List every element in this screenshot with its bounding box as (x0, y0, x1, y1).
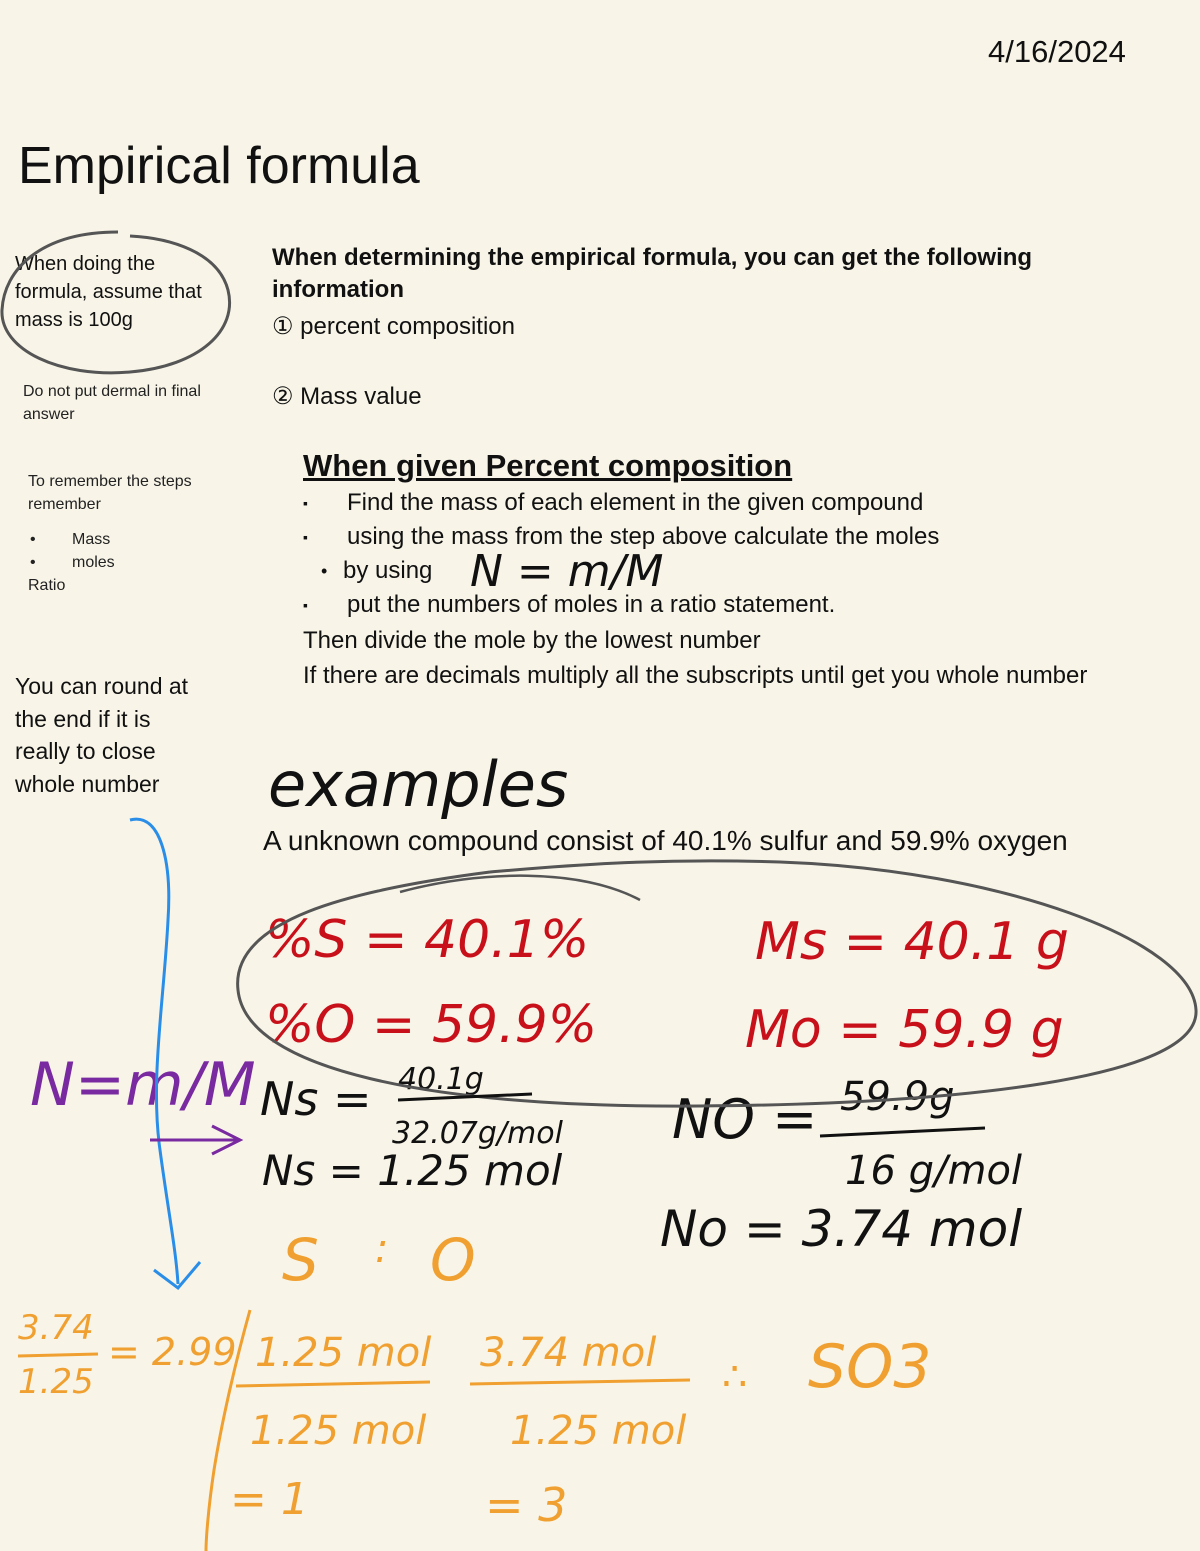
ratio-o-result: = 3 (485, 1478, 568, 1532)
moles-sulfur-denominator: 32.07g/mol (392, 1116, 563, 1151)
ratio-oxygen: O (430, 1226, 476, 1294)
moles-oxygen-result: No = 3.74 mol (660, 1200, 1023, 1258)
date: 4/16/2024 (988, 34, 1126, 69)
step-item: ▪ using the mass from the step above calculate the moles (303, 520, 1163, 554)
ratio-o-bar (470, 1380, 690, 1384)
section-heading: When given Percent composition (303, 448, 793, 483)
moles-oxygen-denominator: 16 g/mol (845, 1148, 1023, 1194)
therefore-symbol: ∴ (722, 1354, 748, 1400)
example-problem: A unknown compound consist of 40.1% sulfur and 59.9% oxygen (263, 825, 1068, 856)
moles-sulfur-numerator: 40.1g (398, 1062, 484, 1097)
page-title: Empirical formula (18, 137, 420, 195)
step-item: ▪ Find the mass of each element in the given compound (303, 486, 1163, 520)
section-line-decimals: If there are decimals multiply all the subscripts until get you whole number (303, 662, 1088, 689)
side-division-denominator: 1.25 (18, 1362, 94, 1402)
percent-sulfur: %S = 40.1% (265, 910, 590, 970)
step-item: • by using (303, 554, 1163, 588)
percent-oxygen: %O = 59.9% (265, 995, 598, 1055)
sidebar-steps-item: • Mass (30, 531, 111, 548)
mass-oxygen: Mo = 59.9 g (745, 1000, 1064, 1060)
ratio-o-numerator: 3.74 mol (480, 1330, 657, 1376)
ratio-sulfur: S (282, 1226, 319, 1294)
intro-lead: When determining the empirical formula, you can get the following information (272, 244, 1033, 303)
sidebar-steps-item-label: Mass (72, 531, 111, 548)
moles-sulfur-label: Ns = (260, 1072, 372, 1126)
side-fraction-bar (18, 1354, 98, 1356)
moles-sulfur-result: Ns = 1.25 mol (262, 1146, 563, 1195)
sidebar-steps-tail: Ratio (28, 577, 66, 594)
sidebar-note-mass: When doing the formula, assume that mass is 100g (15, 253, 202, 331)
sidebar-steps-intro: To remember the steps remember (28, 473, 192, 513)
mass-sulfur: Ms = 40.1 g (755, 912, 1069, 972)
formula-side: N=m/M (30, 1050, 256, 1120)
ratio-divider (206, 1310, 250, 1551)
formula-inline: N = m/M (470, 546, 664, 597)
sidebar-note-decimal: Do not put dermal in final answer (23, 383, 201, 423)
sidebar-steps-item: • moles (30, 554, 115, 571)
side-division-numerator: 3.74 (18, 1308, 94, 1348)
circle-given-values (238, 861, 1196, 1106)
section-line-divide: Then divide the mole by the lowest number (303, 627, 761, 654)
ratio-s-denominator: 1.25 mol (250, 1408, 427, 1454)
moles-oxygen-label: NO = (672, 1088, 818, 1151)
sidebar-steps-item-label: moles (72, 554, 115, 571)
ratio-o-denominator: 1.25 mol (510, 1408, 687, 1454)
step-item: ▪ put the numbers of moles in a ratio statement. (303, 588, 1163, 622)
sidebar-note-rounding: You can round at the end if it is really to close whole number (15, 673, 189, 797)
ratio-colon: : (375, 1226, 389, 1272)
ratio-s-numerator: 1.25 mol (255, 1330, 432, 1376)
side-division-result: = 2.99 (108, 1330, 237, 1374)
ratio-s-bar (236, 1382, 430, 1386)
purple-arrow (150, 1126, 240, 1154)
moles-oxygen-numerator: 59.9g (840, 1074, 955, 1120)
intro-item-mass: ② Mass value (272, 383, 422, 410)
circle-mass-note (2, 232, 230, 373)
examples-label: examples (268, 748, 569, 821)
answer-formula: SO3 (808, 1332, 932, 1402)
intro-item-percent: ① percent composition (272, 313, 515, 340)
fraction-bar-o (820, 1128, 985, 1136)
blue-arrow-shaft (130, 819, 178, 1284)
ratio-s-result: = 1 (230, 1474, 309, 1525)
